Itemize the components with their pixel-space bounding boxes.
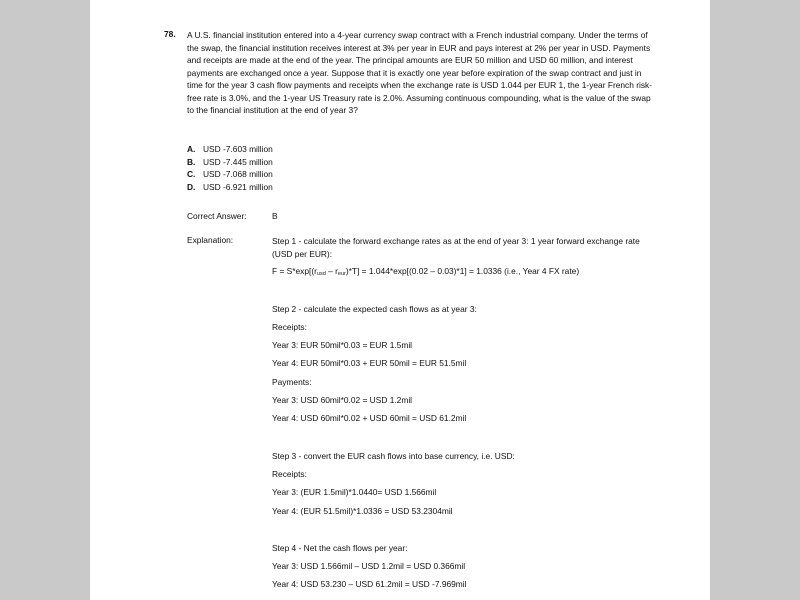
receipts-label-2: Receipts:	[272, 469, 307, 479]
formula-part: )*T] = 1.044*exp[(0.02 – 0.03)*1] = 1.0336 (i.e., Year 4 FX rate)	[345, 266, 580, 276]
choice-a	[187, 143, 273, 156]
net-year-4: Year 4: USD 53.230 – USD 61.2mil = USD -7.969mil	[272, 579, 467, 589]
formula-part: F = S*exp[(r	[272, 266, 317, 276]
correct-answer-label: Correct Answer:	[187, 211, 247, 221]
choice-text: USD -7.068 million	[203, 169, 273, 179]
payment-year-3: Year 3: USD 60mil*0.02 = USD 1.2mil	[272, 395, 413, 405]
formula-subscript-usd: usd	[316, 271, 326, 277]
choice-b	[187, 156, 273, 169]
formula-subscript-eur: eur	[337, 271, 346, 277]
explanation-label: Explanation:	[187, 235, 234, 245]
question-text: A U.S. financial institution entered into a 4-year currency swap contract with a French industrial company. Under the terms of the swap, the financial institution receives interest at 3% per year in EUR and pays interest at 2% per year in USD. Payments and receipts are made at the end of the year. The principal amounts are EUR 50 million and USD 60 million, and interest payments are exchanged once a year. Suppose that it is exactly one year before expiration of the swap contract and just in time for the year 3 cash flow payments and receipts when the exchange rate is USD 1.044 per EUR 1, the 1-year French risk-free rate is 3.0%, and the 1-year US Treasury rate is 2.0%. Assuming continuous compounding, what is the value of the swap to the financial institution at the end of year 3?	[187, 30, 653, 115]
step-1: Step 1 - calculate the forward exchange rates as at the end of year 3: 1 year forward exchange rate (USD per EUR):	[272, 236, 640, 259]
receipt-year-4: Year 4: EUR 50mil*0.03 + EUR 50mil = EUR 51.5mil	[272, 358, 467, 368]
converted-year-3: Year 3: (EUR 1.5mil)*1.0440= USD 1.566mil	[272, 487, 437, 497]
step-4: Step 4 - Net the cash flows per year:	[272, 543, 408, 553]
choice-letter: A.	[187, 144, 196, 154]
formula-part: – r	[325, 266, 338, 276]
choice-c	[187, 168, 273, 181]
step-3: Step 3 - convert the EUR cash flows into base currency, i.e. USD:	[272, 451, 515, 461]
payments-label: Payments:	[272, 377, 312, 387]
step-2: Step 2 - calculate the expected cash flows as at year 3:	[272, 304, 477, 314]
payment-year-4: Year 4: USD 60mil*0.02 + USD 60mil = USD 61.2mil	[272, 413, 467, 423]
converted-year-4: Year 4: (EUR 51.5mil)*1.0336 = USD 53.2304mil	[272, 506, 453, 516]
receipt-year-3: Year 3: EUR 50mil*0.03 = EUR 1.5mil	[272, 340, 413, 350]
step-1-text	[272, 235, 652, 260]
net-year-3: Year 3: USD 1.566mil – USD 1.2mil = USD 0.366mil	[272, 561, 466, 571]
correct-answer-value: B	[272, 211, 278, 221]
document-page	[90, 0, 710, 600]
choice-text: USD -7.445 million	[203, 156, 273, 167]
choice-d	[187, 181, 273, 194]
choice-letter: C.	[187, 169, 196, 179]
receipts-label: Receipts:	[272, 322, 307, 332]
choice-letter: D.	[187, 181, 196, 192]
answer-choices	[187, 143, 273, 193]
choice-letter: B.	[187, 156, 196, 167]
choice-text: USD -6.921 million	[203, 181, 273, 192]
forward-rate-formula	[272, 266, 579, 277]
question-number: 78.	[164, 29, 176, 39]
choice-text: USD -7.603 million	[203, 144, 273, 154]
